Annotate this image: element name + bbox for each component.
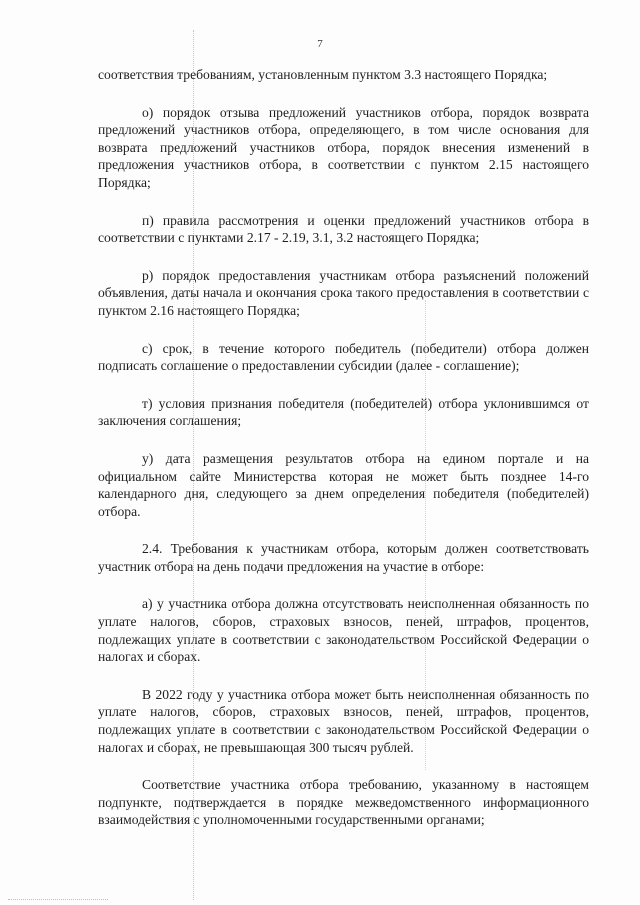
paragraph-item-s: с) срок, в течение которого победитель (победители) отбора должен подписать соглашение о предоставлении субсидии (далее - соглашение); xyxy=(98,340,589,374)
page-number: 7 xyxy=(317,38,323,50)
paragraph-item-u: у) дата размещения результатов отбора на едином портале и на официальном сайте Министерства которая не может быть позднее 14-го календарного дня, следующего за днем определения победителя (победителей) отбора. xyxy=(98,450,589,519)
paragraph-item-r: р) порядок предоставления участникам отбора разъяснений положений объявления, даты начала и окончания срока такого предоставления в соответствии с пунктом 2.16 настоящего Порядка; xyxy=(98,267,589,318)
document-body xyxy=(98,66,589,829)
paragraph-item-t: т) условия признания победителя (победителей) отбора уклонившимся от заключения соглашения; xyxy=(98,395,589,429)
paragraph-continuation: соответствия требованиям, установленным пунктом 3.3 настоящего Порядка; xyxy=(98,67,548,82)
paragraph-2022-exception: В 2022 году у участника отбора может быть неисполненная обязанность по уплате налогов, сборов, страховых взносов, пеней, штрафов, процентов, подлежащих уплате в соответствии с законодательством Российской Федерации о налогах и сборах, не превышающая 300 тысяч рублей. xyxy=(98,686,589,755)
paragraph-item-a: а) у участника отбора должна отсутствовать неисполненная обязанность по уплате налогов, сборов, страховых взносов, пеней, штрафов, процентов, подлежащих уплате в соответствии с законодательством Российской Федерации о налогах и сборах. xyxy=(98,596,589,665)
paragraph-section-2-4: 2.4. Требования к участникам отбора, которым должен соответствовать участник отбора на день подачи предложения на участие в отборе: xyxy=(98,541,589,574)
paragraph-item-o: о) порядок отзыва предложений участников отбора, порядок возврата предложений участников отбора, определяющего, в том числе основания для возврата предложений участников отбора, порядок внесения изменений в предложения участников отбора, в соответствии с пунктом 2.15 настоящего Порядка; xyxy=(98,104,589,190)
scan-edge-mark xyxy=(8,899,108,900)
paragraph-compliance: Соответствие участника отбора требованию, указанному в настоящем подпункте, подтверждается в порядке межведомственного информационного взаимодействия с уполномоченными государственными органами; xyxy=(98,777,589,828)
paragraph-item-p: п) правила рассмотрения и оценки предложений участников отбора в соответствии с пунктами 2.17 - 2.19, 3.1, 3.2 настоящего Порядка; xyxy=(98,212,589,246)
